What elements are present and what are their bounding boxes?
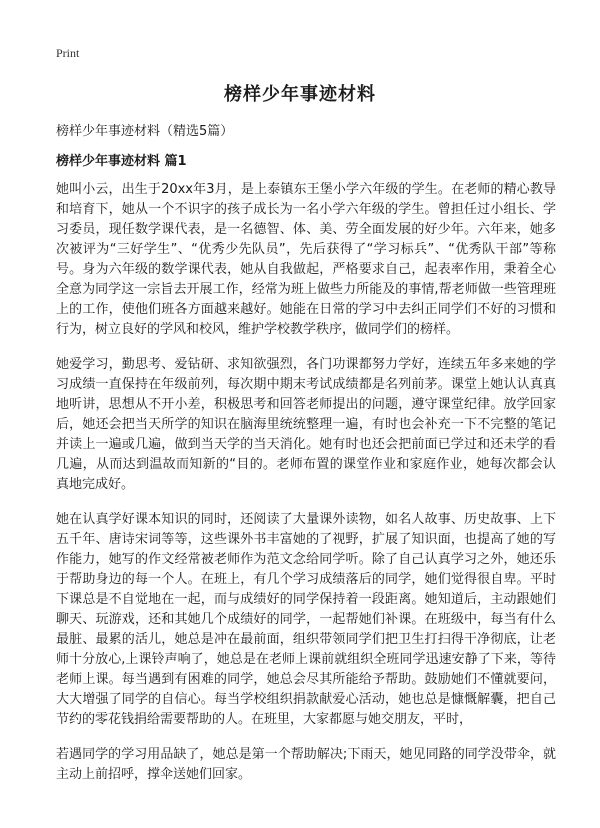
print-link[interactable]: Print <box>56 46 80 60</box>
article-body <box>56 180 556 800</box>
section-heading: 榜样少年事迹材料 篇1 <box>56 154 187 169</box>
paragraph-3: 她在认真学好课本知识的同时，还阅读了大量课外读物，如名人故事、历史故事、上下五千年、唐诗宋词等等，这些课外书丰富她的了视野，扩展了知识面，也提高了她的写作能力，她写的作文经常被老师作为范文念给同学听。除了自己认真学习之外，她还乐于帮助身边的每一个人。在班上，有几个学习成绩落后的同学，她们觉得很自卑。平时下课总是不自觉地在一起，而与成绩好的同学保持着一段距离。她知道后，主动跟她们聊天、玩游戏，还和其她几个成绩好的同学，一起帮她们补课。在班级中，每当有什么最脏、最累的活儿，她总是冲在最前面，组织带领同学们把卫生打扫得干净彻底，让老师十分放心,上课铃声响了，她总是在老师上课前就组织全班同学迅速安静了下来，等待老师上课。每当遇到有困难的同学，她总会尽其所能给予帮助。鼓励她们不懂就要问，大大增强了同学的自信心。每当学校组织捐款献爱心活动，她也总是慷慨解囊，把自己节约的零花钱捐给需要帮助的人。在班里，大家都愿与她交朋友，平时， <box>56 512 556 727</box>
paragraph-1: 她叫小云，出生于20xx年3月，是上泰镇东王堡小学六年级的学生。在老师的精心教导和培育下，她从一个不识字的孩子成长为一名小学六年级的学生。曾担任过小组长、学习委员，现任数学课代表，是一名德智、体、美、劳全面发展的好少年。六年来，她多次被评为“三好学生”、“优秀少先队员”，先后获得了“学习标兵”、“优秀队干部”等称号。身为六年级的数学课代表，她从自我做起，严格要求自己，起表率作用，秉着全心全意为同学这一宗旨去开展工作，经常为班上做些力所能及的事情,帮老师做一些管理班上的工作，使他们班各方面越来越好。她能在日常的学习中去纠正同学们不好的习惯和行为，树立良好的学风和校风，维护学校教学秩序，做同学们的榜样。 <box>56 182 556 337</box>
paragraph-4: 若遇同学的学习用品缺了，她总是第一个帮助解决;下雨天，她见同路的同学没带伞，就主动上前招呼，撑伞送她们回家。 <box>56 747 556 782</box>
page-title: 榜样少年事迹材料 <box>224 84 376 105</box>
document-subtitle: 榜样少年事迹材料（精选5篇） <box>56 124 234 139</box>
paragraph-2: 她爱学习，勤思考、爱钻研、求知欲强烈，各门功课都努力学好，连续五年多来她的学习成绩一直保持在年级前列，每次期中期末考试成绩都是名列前茅。课堂上她认认真真地听讲，思想从不开小差，积极思考和回答老师提出的问题，遵守课堂纪律。放学回家后，她还会把当天所学的知识在脑海里统统整理一遍，有时也会补充一下不完整的笔记并读上一遍或几遍，做到当天学的当天消化。她有时也还会把前面已学过和还未学的看几遍，从而达到温故而知新的“目的。老师布置的课堂作业和家庭作业，她每次都会认真地完成好。 <box>56 357 556 492</box>
